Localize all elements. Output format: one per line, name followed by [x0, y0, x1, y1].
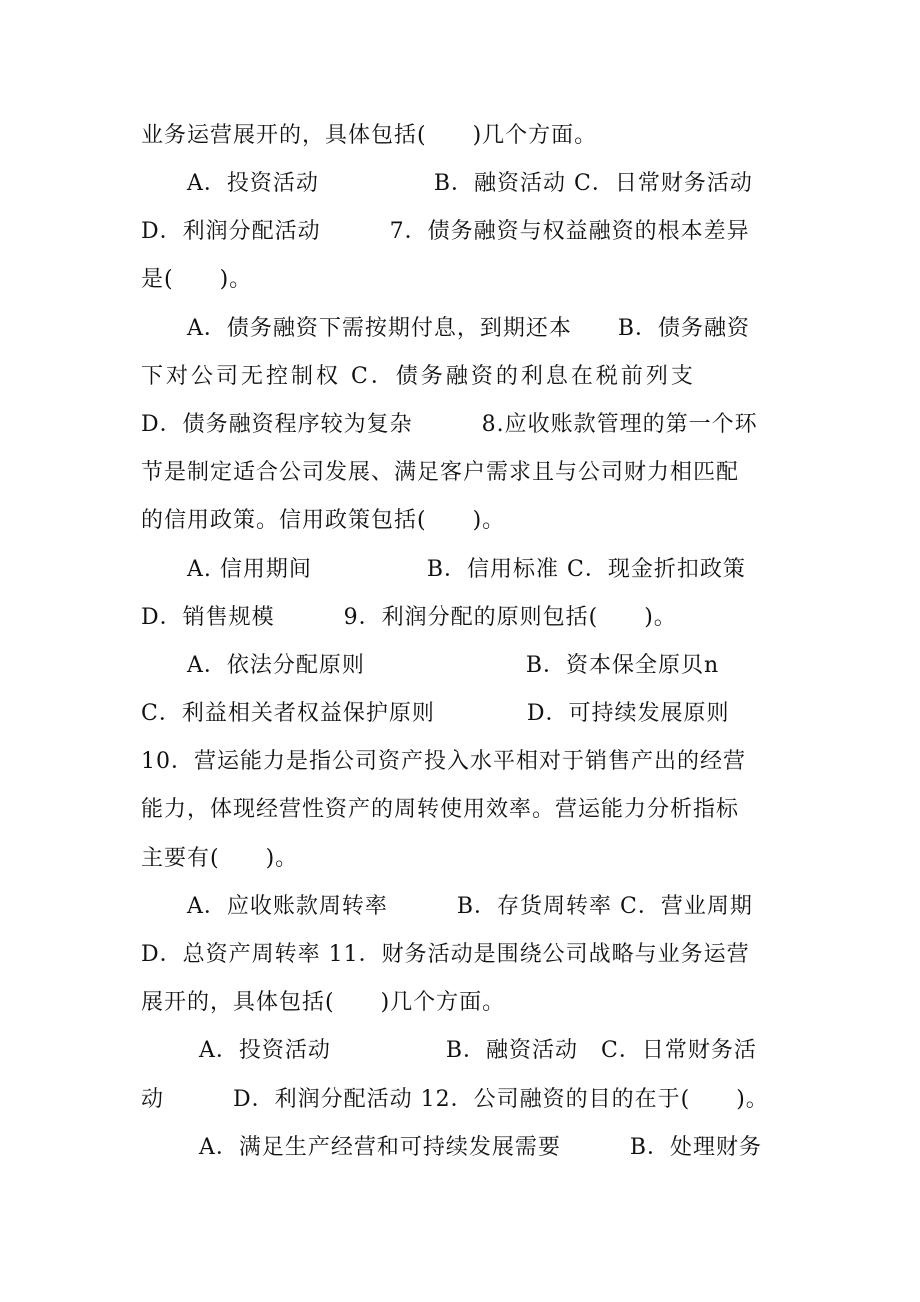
text-line: 10．营运能力是指公司资产投入水平相对于销售产出的经营 [141, 749, 746, 774]
text-line: A．债务融资下需按期付息，到期还本 B．债务融资 [187, 316, 751, 341]
text-line: 业务运营展开的，具体包括( )几个方面。 [141, 123, 598, 148]
text-line: A．投资活动 B．融资活动 C．日常财务活 [199, 1038, 757, 1063]
text-line: 是( )。 [141, 267, 253, 292]
text-line: 能力，体现经营性资产的周转使用效率。营运能力分析指标 [141, 797, 740, 822]
text-line: 的信用政策。信用政策包括( )。 [141, 508, 506, 533]
text-line: A．投资活动 B．融资活动 C．日常财务活动 [187, 171, 753, 196]
text-line: D．销售规模 9．利润分配的原则包括( )。 [141, 605, 677, 630]
text-line: D．债务融资程序较为复杂 8.应收账款管理的第一个环 [141, 412, 758, 437]
text-line: 下对公司无控制权 C．债务融资的利息在税前列支 [141, 364, 696, 389]
text-line: C．利益相关者权益保护原则 D．可持续发展原则 [141, 701, 730, 726]
text-line: D．利润分配活动 7．债务融资与权益融资的根本差异 [141, 219, 750, 244]
text-line: 节是制定适合公司发展、满足客户需求且与公司财力相匹配 [141, 460, 740, 485]
text-line: A. 信用期间 B．信用标准 C．现金折扣政策 [187, 557, 746, 582]
text-line: D．总资产周转率 11．财务活动是围绕公司战略与业务运营 [141, 942, 750, 967]
text-line: 主要有( )。 [141, 846, 299, 871]
text-line: A．满足生产经营和可持续发展需要 B．处理财务 [199, 1135, 763, 1160]
text-line: A．依法分配原则 B．资本保全原贝n [187, 653, 720, 678]
text-line: A．应收账款周转率 B．存货周转率 C．营业周期 [187, 894, 753, 919]
text-line: 动 D．利润分配活动 12．公司融资的目的在于( )。 [141, 1087, 769, 1112]
text-line: 展开的，具体包括( )几个方面。 [141, 990, 506, 1015]
